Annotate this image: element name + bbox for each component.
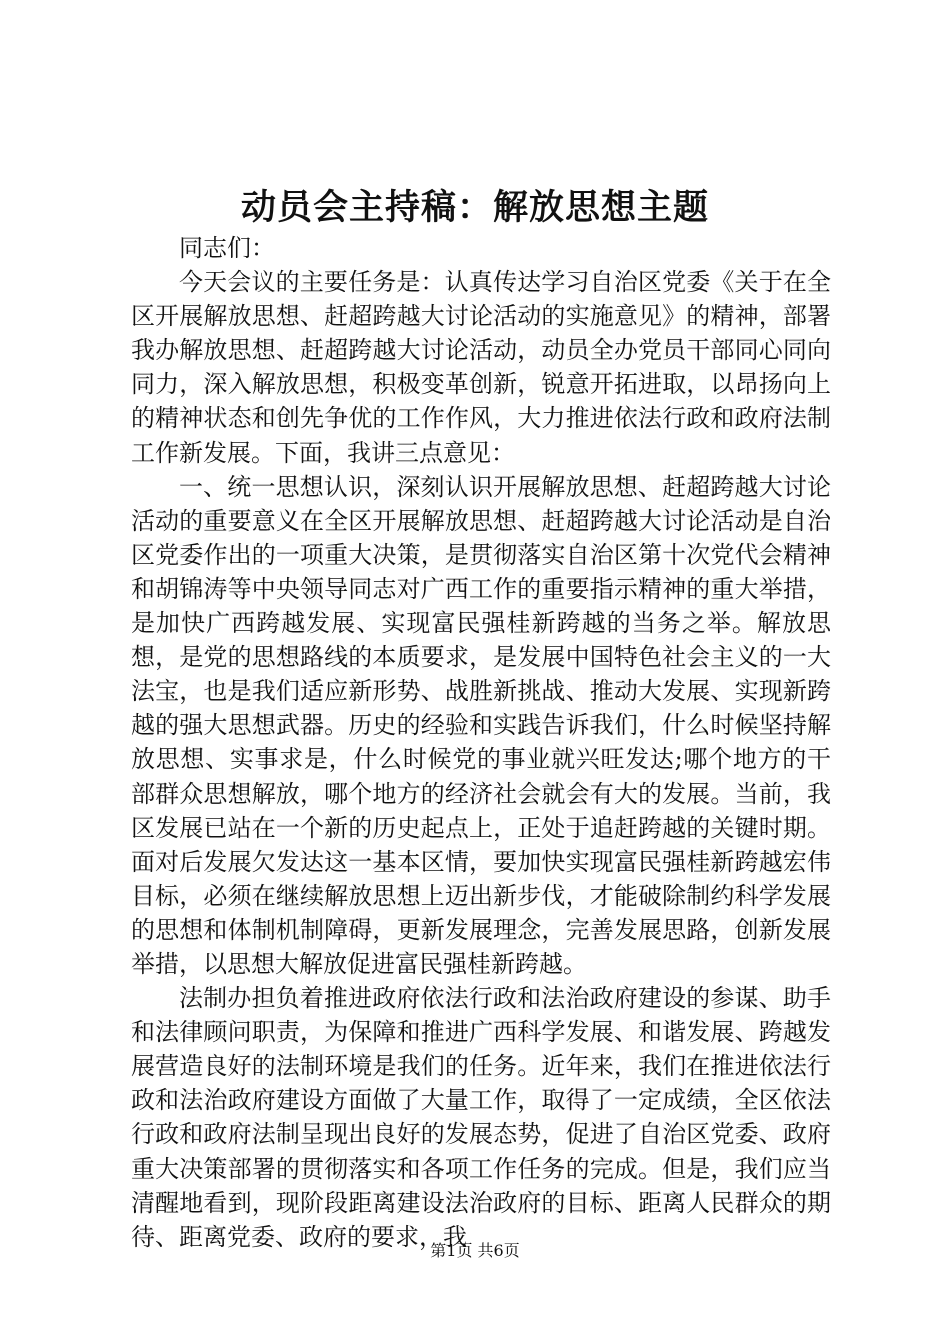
page-number-footer: 第1页 共6页 <box>430 1241 520 1260</box>
salutation-paragraph: 同志们： <box>179 234 275 262</box>
body-paragraph-intro: 今天会议的主要任务是：认真传达学习自治区党委《关于在全区开展解放思想、赶超跨越大讨论活动的实施意见》的精神，部署我办解放思想、赶超跨越大讨论活动，动员全办党员干部同心同向同力，深入解放思想，积极变革创新，锐意开拓进取，以昂扬向上的精神状态和创先争优的工作作风，大力推进依法行政和政府法制工作新发展。下面，我讲三点意见： <box>131 268 831 467</box>
body-paragraph-point-one: 一、统一思想认识，深刻认识开展解放思想、赶超跨越大讨论活动的重要意义在全区开展解放思想、赶超跨越大讨论活动是自治区党委作出的一项重大决策，是贯彻落实自治区第十次党代会精神和胡锦涛等中央领导同志对广西工作的重要指示精神的重大举措，是加快广西跨越发展、实现富民强桂新跨越的当务之举。解放思想，是党的思想路线的本质要求，是发展中国特色社会主义的一大法宝，也是我们适应新形势、战胜新挑战、推动大发展、实现新跨越的强大思想武器。历史的经验和实践告诉我们，什么时候坚持解放思想、实事求是，什么时候党的事业就兴旺发达;哪个地方的干部群众思想解放，哪个地方的经济社会就会有大的发展。当前，我区发展已站在一个新的历史起点上，正处于追赶跨越的关键时期。面对后发展欠发达这一基本区情，要加快实现富民强桂新跨越宏伟目标，必须在继续解放思想上迈出新步伐，才能破除制约科学发展的思想和体制机制障碍，更新发展理念，完善发展思路，创新发展举措，以思想大解放促进富民强桂新跨越。 <box>131 472 831 978</box>
body-paragraph-legal-office: 法制办担负着推进政府依法行政和法治政府建设的参谋、助手和法律顾问职责，为保障和推进广西科学发展、和谐发展、跨越发展营造良好的法制环境是我们的任务。近年来，我们在推进依法行政和法治政府建设方面做了大量工作，取得了一定成绩，全区依法行政和政府法制呈现出良好的发展态势，促进了自治区党委、政府重大决策部署的贯彻落实和各项工作任务的完成。但是，我们应当清醒地看到，现阶段距离建设法治政府的目标、距离人民群众的期待、距离党委、政府的要求，我 <box>131 984 831 1251</box>
document-body <box>131 231 831 1254</box>
document-title: 动员会主持稿：解放思想主题 <box>240 188 709 228</box>
